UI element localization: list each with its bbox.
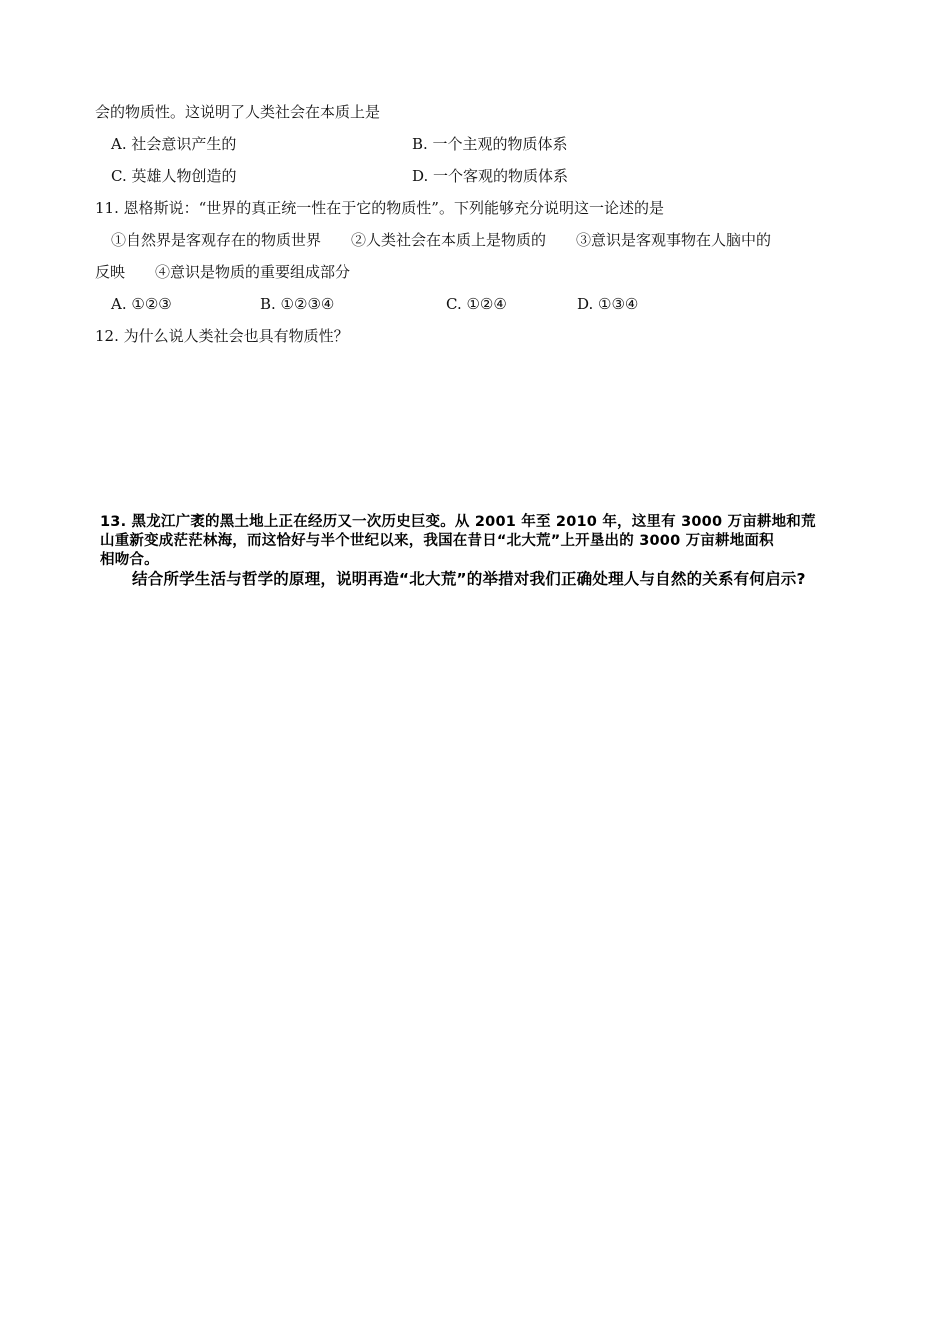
- q10-option-d: D. 一个客观的物质体系: [412, 167, 569, 185]
- q11-option-c: C. ①②④: [446, 295, 507, 313]
- q13-line3: 相吻合。: [100, 552, 159, 568]
- q13-line1: 13. 黑龙江广袤的黑土地上正在经历又一次历史巨变。从 2001 年至 2010 年，这里有 3000 万亩耕地和荒: [100, 514, 816, 530]
- q11-option-b: B. ①②③④: [260, 295, 335, 313]
- q11-statements-line1: ①自然界是客观存在的物质世界 ②人类社会在本质上是物质的 ③意识是客观事物在人脑中的: [111, 231, 772, 249]
- q12-stem: 12. 为什么说人类社会也具有物质性？: [95, 327, 349, 345]
- q10-option-b: B. 一个主观的物质体系: [412, 135, 568, 153]
- q10-stem-tail: 会的物质性。这说明了人类社会在本质上是: [95, 103, 381, 121]
- q11-option-d: D. ①③④: [577, 295, 639, 313]
- q13-question: 结合所学生活与哲学的原理，说明再造“北大荒”的举措对我们正确处理人与自然的关系有何启示?: [132, 570, 806, 588]
- q13-line2: 山重新变成茫茫林海，而这恰好与半个世纪以来，我国在昔日“北大荒”上开垦出的 3000 万亩耕地面积: [100, 533, 774, 549]
- q11-option-a: A. ①②③: [111, 295, 172, 313]
- q10-option-a: A. 社会意识产生的: [111, 135, 237, 153]
- q10-option-c: C. 英雄人物创造的: [111, 167, 237, 185]
- q11-stem: 11. 恩格斯说：“世界的真正统一性在于它的物质性”。下列能够充分说明这一论述的是: [95, 199, 664, 217]
- q11-statements-line2: 反映 ④意识是物质的重要组成部分: [95, 263, 351, 281]
